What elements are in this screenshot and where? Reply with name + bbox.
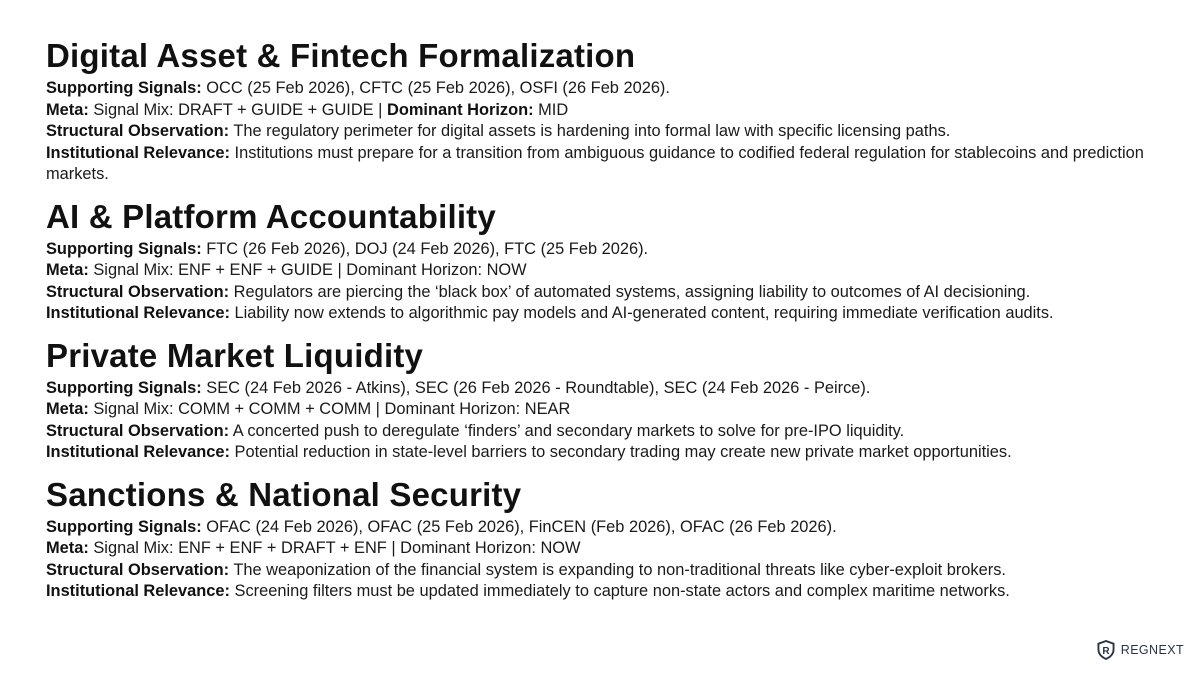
structural-observation-label: Structural Observation: <box>46 282 230 301</box>
meta-value: Signal Mix: ENF + ENF + DRAFT + ENF | Dominant Horizon: NOW <box>93 539 581 557</box>
section-sanctions <box>46 473 1186 603</box>
structural-observation-label: Structural Observation: <box>46 560 230 579</box>
meta-value: Signal Mix: COMM + COMM + COMM | Dominant Horizon: NEAR <box>93 400 571 418</box>
supporting-signals-value: OCC (25 Feb 2026), CFTC (25 Feb 2026), OSFI (26 Feb 2026). <box>206 79 670 97</box>
section-title: AI & Platform Accountability <box>46 197 496 235</box>
section-digital-asset <box>46 34 1186 186</box>
institutional-relevance-label: Institutional Relevance: <box>46 582 230 600</box>
brand-name: REGNEXT <box>1120 643 1184 657</box>
institutional-relevance <box>46 442 1186 464</box>
meta-value: Signal Mix: DRAFT + GUIDE + GUIDE | <box>93 100 383 119</box>
meta-line <box>46 100 1186 122</box>
structural-observation <box>46 560 1186 582</box>
meta-line <box>46 538 1186 560</box>
supporting-signals-label: Supporting Signals: <box>46 378 202 397</box>
institutional-relevance-label: Institutional Relevance: <box>46 304 230 322</box>
institutional-relevance-label: Institutional Relevance: <box>46 443 230 461</box>
structural-observation <box>46 282 1186 304</box>
structural-observation <box>46 121 1186 143</box>
meta-label: Meta: <box>46 400 89 418</box>
logo-letter: R <box>1102 646 1110 657</box>
structural-observation-value: The regulatory perimeter for digital assets is hardening into formal law with specific licensing paths. <box>233 122 951 140</box>
structural-observation-label: Structural Observation: <box>46 421 230 440</box>
institutional-relevance <box>46 303 1186 325</box>
supporting-signals-label: Supporting Signals: <box>46 79 202 97</box>
meta-label: Meta: <box>46 100 89 119</box>
supporting-signals <box>46 78 1186 100</box>
section-ai-platform <box>46 195 1186 325</box>
section-private-market <box>46 334 1186 464</box>
institutional-relevance-value: Potential reduction in state-level barriers to secondary trading may create new private market opportunities. <box>234 443 1012 461</box>
section-title: Digital Asset & Fintech Formalization <box>46 37 636 74</box>
supporting-signals <box>46 239 1186 261</box>
meta-label: Meta: <box>46 539 89 557</box>
section-title: Private Market Liquidity <box>46 336 424 374</box>
supporting-signals-value: SEC (24 Feb 2026 - Atkins), SEC (26 Feb 2026 - Roundtable), SEC (24 Feb 2026 - Peirce). <box>206 378 871 397</box>
supporting-signals-label: Supporting Signals: <box>46 239 202 258</box>
report-page <box>46 34 1186 603</box>
meta-label: Meta: <box>46 261 89 279</box>
brand-footer <box>1096 639 1184 661</box>
structural-observation <box>46 421 1186 443</box>
shield-r-logo-icon <box>1096 639 1116 661</box>
institutional-relevance-value: Liability now extends to algorithmic pay models and AI-generated content, requiring immediate verification audits. <box>234 304 1054 322</box>
institutional-relevance <box>46 581 1186 603</box>
structural-observation-value: A concerted push to deregulate ‘finders’ and secondary markets to solve for pre-IPO liquidity. <box>232 421 905 440</box>
institutional-relevance-value: Screening filters must be updated immediately to capture non-state actors and complex maritime networks. <box>234 582 1010 600</box>
supporting-signals <box>46 378 1186 400</box>
institutional-relevance-label: Institutional Relevance: <box>46 143 230 162</box>
supporting-signals-label: Supporting Signals: <box>46 517 202 536</box>
institutional-relevance <box>46 143 1186 186</box>
structural-observation-value: Regulators are piercing the ‘black box’ of automated systems, assigning liability to outcomes of AI decisioning. <box>233 282 1031 301</box>
supporting-signals <box>46 517 1186 539</box>
structural-observation-label: Structural Observation: <box>46 122 230 140</box>
meta-value: Signal Mix: ENF + ENF + GUIDE | Dominant Horizon: NOW <box>93 261 527 279</box>
meta-line <box>46 399 1186 421</box>
section-title: Sanctions & National Security <box>46 475 522 513</box>
horizon-label: Dominant Horizon: <box>386 100 534 119</box>
horizon-value: MID <box>538 100 569 119</box>
structural-observation-value: The weaponization of the financial system is expanding to non-traditional threats like cyber-exploit brokers. <box>233 560 1006 579</box>
supporting-signals-value: OFAC (24 Feb 2026), OFAC (25 Feb 2026), FinCEN (Feb 2026), OFAC (26 Feb 2026). <box>206 517 837 536</box>
supporting-signals-value: FTC (26 Feb 2026), DOJ (24 Feb 2026), FTC (25 Feb 2026). <box>206 239 649 258</box>
institutional-relevance-value: Institutions must prepare for a transition from ambiguous guidance to codified federal regulation for stablecoins and prediction markets. <box>46 143 1144 183</box>
meta-line <box>46 260 1186 282</box>
